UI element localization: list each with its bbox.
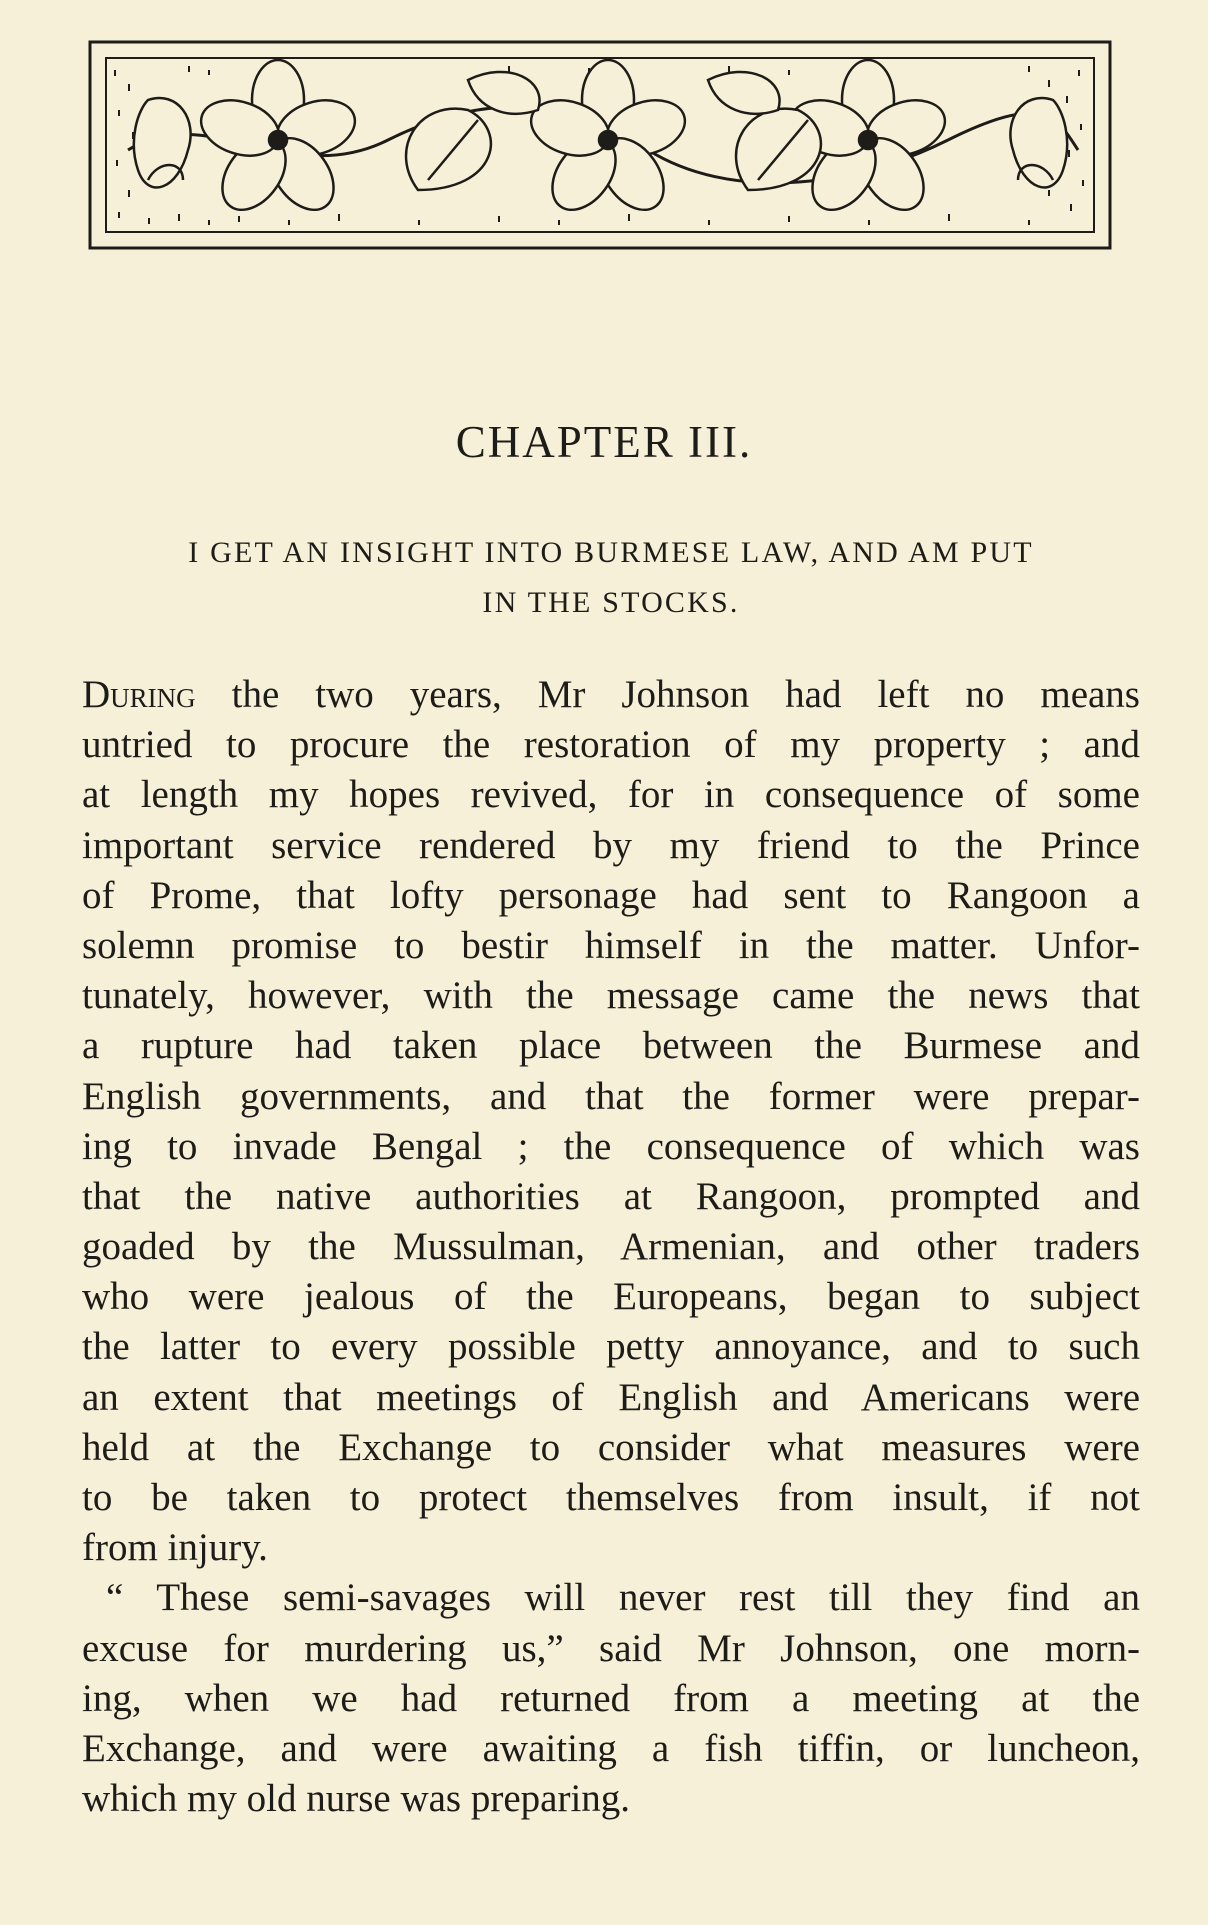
text-line: who were jealous of the Europeans, began to subject <box>82 1275 1140 1319</box>
text-line: untried to procure the restoration of my property ; and <box>82 723 1140 767</box>
paragraph <box>82 1573 1140 1824</box>
text-line: the latter to every possible petty annoyance, and to such <box>82 1325 1140 1369</box>
subtitle-line: I GET AN INSIGHT INTO BURMESE LAW, AND AM PUT <box>188 536 1034 569</box>
text-line: During the two years, Mr Johnson had left no means <box>82 673 1140 716</box>
floral-headpiece-ornament <box>88 40 1112 250</box>
subtitle-line: IN THE STOCKS. <box>482 586 740 620</box>
text-line: that the native authorities at Rangoon, prompted and <box>82 1174 1140 1218</box>
text-line: excuse for murdering us,” said Mr Johnson, one morn- <box>82 1626 1140 1670</box>
text-line: ing to invade Bengal ; the consequence of which was <box>82 1124 1140 1168</box>
text-line: from injury. <box>82 1526 268 1570</box>
text-line: goaded by the Mussulman, Armenian, and other traders <box>82 1225 1140 1269</box>
text-line: at length my hopes revived, for in consequence of some <box>82 773 1140 817</box>
text-line: an extent that meetings of English and Americans were <box>82 1375 1140 1419</box>
text-line: a rupture had taken place between the Burmese and <box>82 1024 1140 1068</box>
text-line: ing, when we had returned from a meeting at the <box>82 1676 1140 1720</box>
text-line: of Prome, that lofty personage had sent to Rangoon a <box>82 873 1140 917</box>
text-line: which my old nurse was preparing. <box>82 1777 631 1821</box>
chapter-body <box>82 670 1140 1824</box>
text-line: tunately, however, with the message came the news that <box>82 974 1140 1018</box>
chapter-subtitle <box>82 528 1140 628</box>
text-line: English governments, and that the former were prepar- <box>82 1074 1140 1118</box>
text-line: “ These semi-savages will never rest till they find an <box>106 1576 1140 1620</box>
text-line: solemn promise to bestir himself in the matter. Unfor- <box>82 923 1140 967</box>
paragraph <box>82 670 1140 1573</box>
chapter-heading: CHAPTER III. <box>455 417 753 467</box>
text-line: held at the Exchange to consider what measures were <box>82 1425 1140 1469</box>
text-line: to be taken to protect themselves from insult, if not <box>82 1476 1140 1519</box>
text-line: Exchange, and were awaiting a fish tiffin, or luncheon, <box>82 1726 1140 1770</box>
lead-in-word: During <box>82 673 196 716</box>
text-line: important service rendered by my friend to the Prince <box>82 823 1140 867</box>
